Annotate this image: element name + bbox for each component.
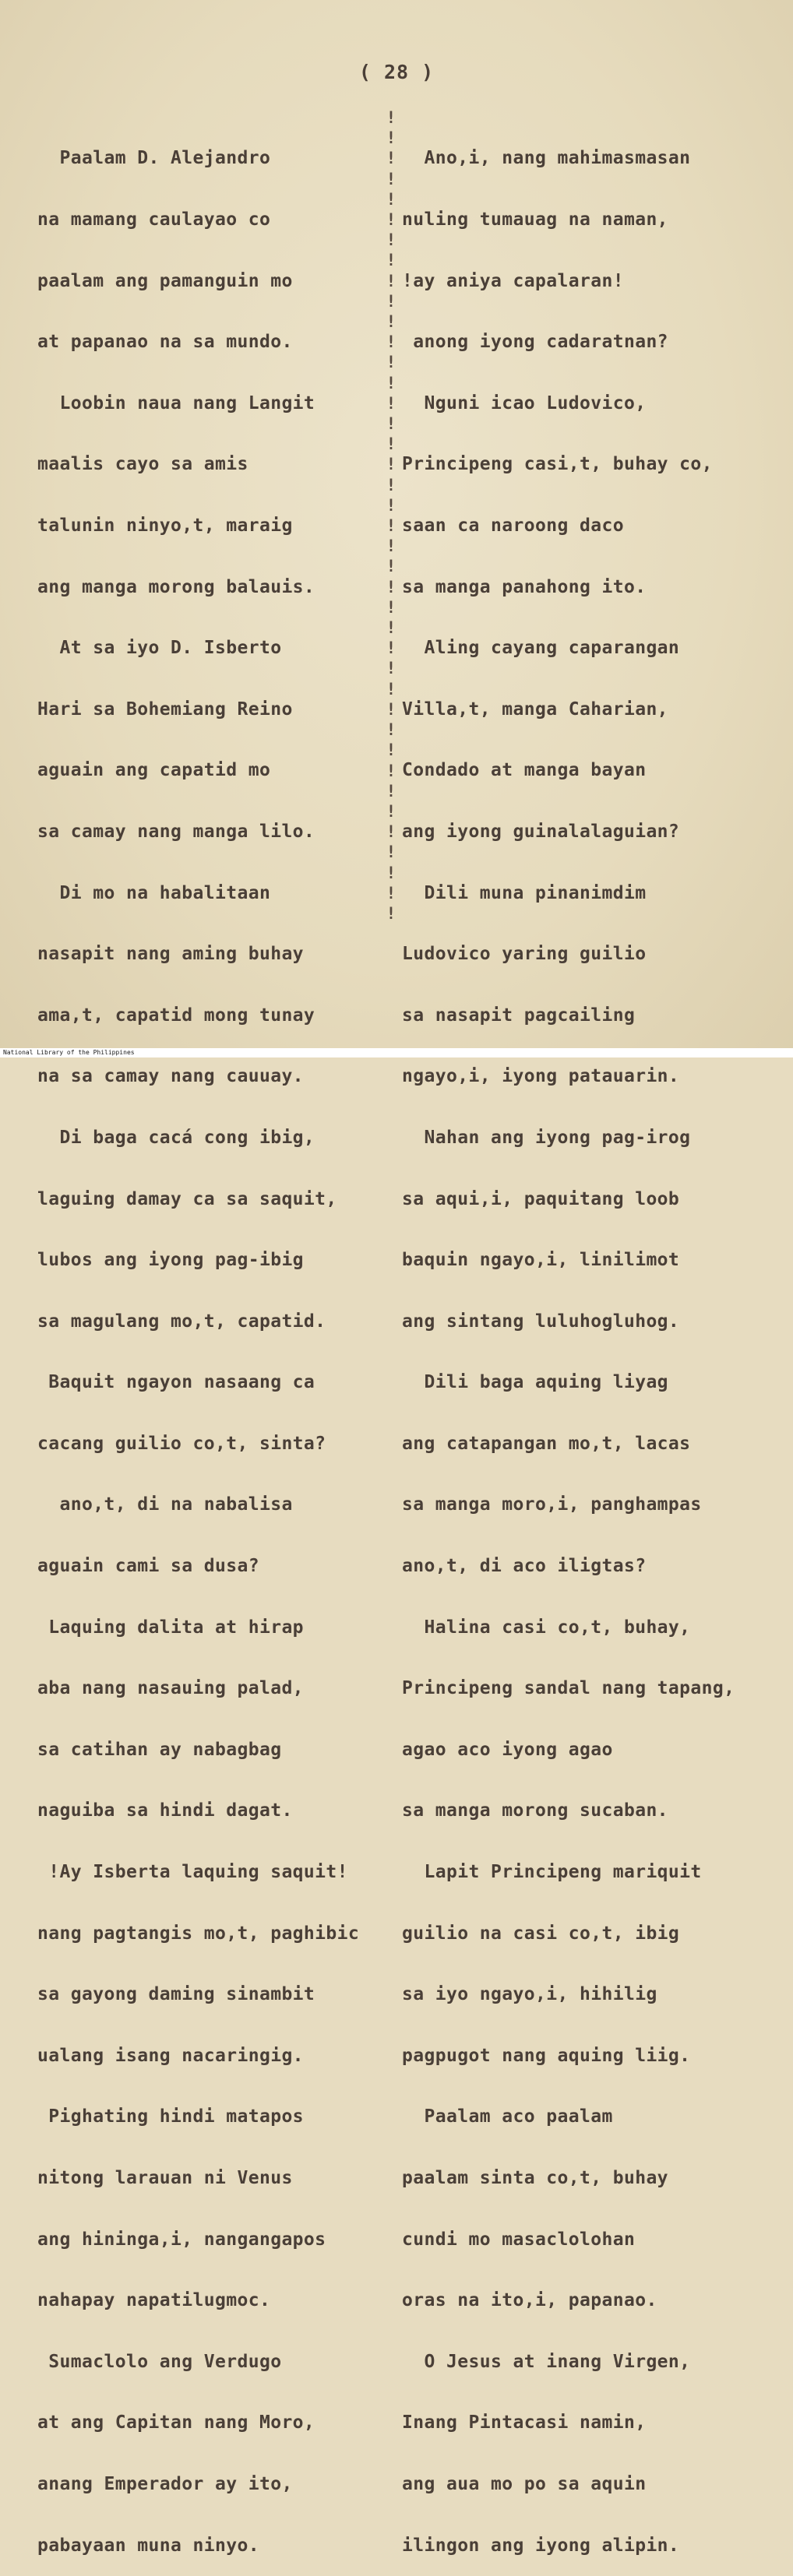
verse-line: sa catihan ay nabagbag <box>37 1739 282 1760</box>
verse-line: nahapay napatilugmoc. <box>37 2290 271 2311</box>
verse-line: nasapit nang aming buhay <box>37 944 304 965</box>
verse-line: anong iyong cadaratnan? <box>402 332 668 353</box>
verse-line: ano,t, di aco iligtas? <box>402 1556 647 1577</box>
verse-line: cundi mo masaclolohan <box>402 2229 636 2250</box>
verse-line: talunin ninyo,t, maraig <box>37 515 293 536</box>
verse-line: laguing damay ca sa saquit, <box>37 1188 337 1209</box>
verse-line: saan ca naroong daco <box>402 515 624 536</box>
verse-line: paalam sinta co,t, buhay <box>402 2168 668 2188</box>
verse-line: sa manga morong sucaban. <box>402 1800 668 1821</box>
verse-line: sa manga moro,i, panghampas <box>402 1494 702 1515</box>
verse-line: agao aco iyong agao <box>402 1739 613 1760</box>
verse-line: Loobin naua nang Langit <box>37 392 315 413</box>
verse-line: ang manga morong balauis. <box>37 576 315 597</box>
verse-line: sa nasapit pagcailing <box>402 1005 636 1026</box>
verse-line: Di baga cacá cong ibig, <box>37 1127 315 1148</box>
verse-line: ang iyong guinalalaguian? <box>402 821 680 842</box>
verse-line: Paalam D. Alejandro <box>37 148 271 169</box>
verse-line: naguiba sa hindi dagat. <box>37 1800 293 1821</box>
library-footer: National Library of the Philippines <box>3 1049 135 1056</box>
verse-line: na mamang caulayao co <box>37 209 271 230</box>
verse-line: aguain cami sa dusa? <box>37 1556 259 1577</box>
verse-line: Sumaclolo ang Verdugo <box>37 2351 282 2372</box>
verse-line: !Ay Isberta laquing saquit! <box>37 1862 348 1883</box>
verse-line: baquin ngayo,i, linilimot <box>402 1250 680 1271</box>
verse-line: ang hininga,i, nangangapos <box>37 2229 326 2250</box>
verse-line: Dili baga aquing liyag <box>402 1372 668 1393</box>
verse-line: sa camay nang manga lilo. <box>37 821 315 842</box>
verse-line: Dili muna pinanimdim <box>402 882 647 903</box>
verse-line: lubos ang iyong pag-ibig <box>37 1250 304 1271</box>
verse-line: Condado at manga bayan <box>402 760 647 781</box>
verse-line: aguain ang capatid mo <box>37 760 271 781</box>
verse-line: ualang isang nacaringig. <box>37 2045 304 2066</box>
verse-line: Nguni icao Ludovico, <box>402 392 647 413</box>
verse-line: na sa camay nang cauuay. <box>37 1066 304 1087</box>
verse-line: ang aua mo po sa aquin <box>402 2473 647 2494</box>
verse-line: Di mo na habalitaan <box>37 882 271 903</box>
page-number: ( 28 ) <box>358 61 435 83</box>
verse-line: nitong larauan ni Venus <box>37 2168 293 2188</box>
verse-line: Principeng casi,t, buhay co, <box>402 454 713 475</box>
verse-line: sa iyo ngayo,i, hihilig <box>402 1984 657 2005</box>
verse-line: Pighating hindi matapos <box>37 2106 304 2127</box>
verse-line: at ang Capitan nang Moro, <box>37 2412 315 2433</box>
verse-line: oras na ito,i, papanao. <box>402 2290 657 2311</box>
verse-line: ama,t, capatid mong tunay <box>37 1005 315 1026</box>
right-column <box>402 107 776 2576</box>
left-column <box>37 107 392 2576</box>
verse-line: at papanao na sa mundo. <box>37 332 293 353</box>
column-divider: ! ! ! ! ! ! ! ! ! ! ! ! ! ! ! ! ! ! ! ! ! ! ! ! ! ! ! ! ! ! ! ! ! ! ! ! ! ! ! ! <box>386 108 396 923</box>
verse-line: anang Emperador ay ito, <box>37 2473 293 2494</box>
verse-line: paalam ang pamanguin mo <box>37 270 293 291</box>
verse-line: nang pagtangis mo,t, paghibic <box>37 1923 360 1944</box>
verse-line: Hari sa Bohemiang Reino <box>37 699 293 720</box>
verse-line: Baquit ngayon nasaang ca <box>37 1372 315 1393</box>
verse-line: At sa iyo D. Isberto <box>37 638 282 659</box>
verse-line: Ano,i, nang mahimasmasan <box>402 148 691 169</box>
verse-line: maalis cayo sa amis <box>37 454 248 475</box>
verse-line: aba nang nasauing palad, <box>37 1678 304 1699</box>
verse-line: !ay aniya capalaran! <box>402 270 624 291</box>
verse-line: pabayaan muna ninyo. <box>37 2535 259 2556</box>
verse-line: Principeng sandal nang tapang, <box>402 1678 735 1699</box>
verse-line: ang catapangan mo,t, lacas <box>402 1433 691 1454</box>
verse-line: sa aqui,i, paquitang loob <box>402 1188 680 1209</box>
verse-line: cacang guilio co,t, sinta? <box>37 1433 326 1454</box>
verse-line: guilio na casi co,t, ibig <box>402 1923 680 1944</box>
verse-line: sa magulang mo,t, capatid. <box>37 1311 326 1332</box>
verse-line: nuling tumauag na naman, <box>402 209 668 230</box>
verse-line: Nahan ang iyong pag-irog <box>402 1127 691 1148</box>
verse-line: Lapit Principeng mariquit <box>402 1862 702 1883</box>
verse-line: Villa,t, manga Caharian, <box>402 699 668 720</box>
verse-line: ang sintang luluhogluhog. <box>402 1311 680 1332</box>
verse-line: sa gayong daming sinambit <box>37 1984 315 2005</box>
verse-line: Laquing dalita at hirap <box>37 1617 304 1638</box>
verse-line: Aling cayang caparangan <box>402 638 680 659</box>
verse-line: Halina casi co,t, buhay, <box>402 1617 691 1638</box>
verse-line: ano,t, di na nabalisa <box>37 1494 293 1515</box>
verse-line: sa manga panahong ito. <box>402 576 647 597</box>
verse-line: pagpugot nang aquing liig. <box>402 2045 691 2066</box>
verse-line: ngayo,i, iyong patauarin. <box>402 1066 680 1087</box>
verse-line: Inang Pintacasi namin, <box>402 2412 647 2433</box>
verse-line: O Jesus at inang Virgen, <box>402 2351 691 2372</box>
verse-line: Ludovico yaring guilio <box>402 944 647 965</box>
verse-line: Paalam aco paalam <box>402 2106 613 2127</box>
verse-line: ilingon ang iyong alipin. <box>402 2535 680 2556</box>
